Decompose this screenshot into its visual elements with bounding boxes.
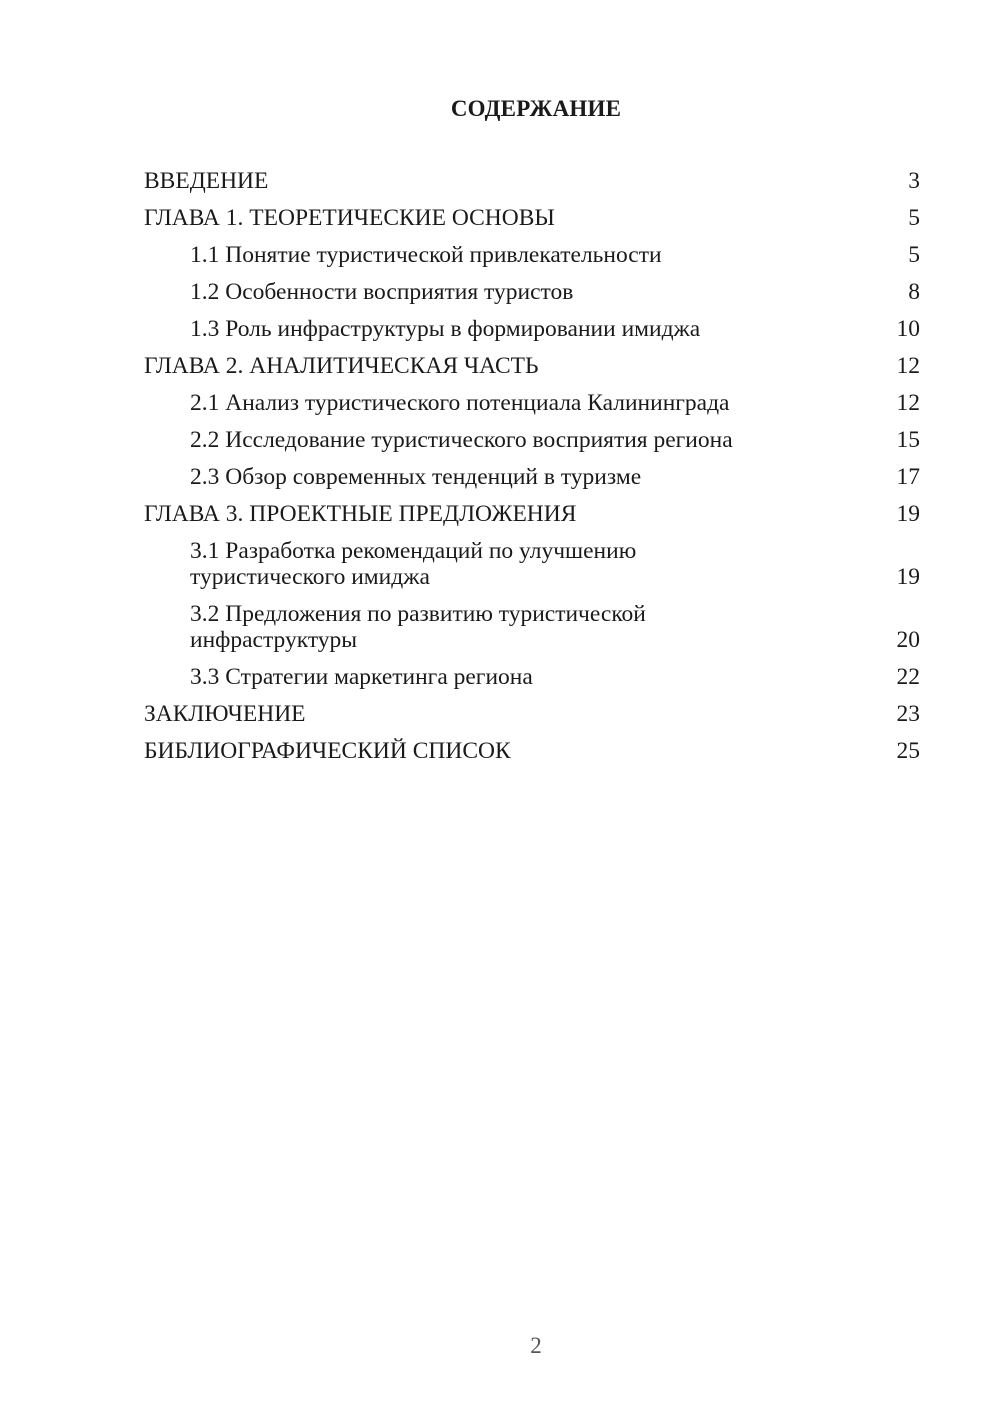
toc-entry-3-3[interactable] xyxy=(144,664,920,690)
toc-entry-page: 19 xyxy=(896,564,920,590)
toc-entry-page: 22 xyxy=(896,664,920,690)
toc-entry-label: ВВЕДЕНИЕ xyxy=(144,168,269,194)
toc-entry-page: 5 xyxy=(908,205,920,231)
toc-entry-3-2[interactable] xyxy=(144,601,920,653)
page-number: 2 xyxy=(530,1333,542,1358)
page-title: СОДЕРЖАНИЕ xyxy=(450,96,622,121)
toc-entry-2-3[interactable] xyxy=(144,464,920,490)
toc-entry-label: 2.1 Анализ туристического потенциала Калининграда xyxy=(190,390,730,416)
toc-entry-label: 2.3 Обзор современных тенденций в туризме xyxy=(190,464,642,490)
toc-entry-page: 20 xyxy=(896,627,920,653)
toc-entry-2-2[interactable] xyxy=(144,427,920,453)
toc-entry-1-3[interactable] xyxy=(144,316,920,342)
toc-entry-page: 12 xyxy=(896,390,920,416)
toc-entry-conclusion[interactable] xyxy=(144,701,920,727)
toc-entry-page: 17 xyxy=(896,464,920,490)
toc-entry-3-1[interactable] xyxy=(144,538,920,590)
table-of-contents xyxy=(144,168,920,775)
toc-entry-label: 1.1 Понятие туристической привлекательности xyxy=(190,242,662,268)
toc-entry-2-1[interactable] xyxy=(144,390,920,416)
toc-entry-page: 8 xyxy=(908,279,920,305)
toc-entry-page: 5 xyxy=(908,242,920,268)
toc-entry-page: 25 xyxy=(896,738,920,764)
toc-entry-1-2[interactable] xyxy=(144,279,920,305)
toc-entry-label: 1.2 Особенности восприятия туристов xyxy=(190,279,574,305)
toc-entry-chapter-2[interactable] xyxy=(144,353,920,379)
toc-entry-label: 1.3 Роль инфраструктуры в формировании имиджа xyxy=(190,316,701,342)
toc-entry-page: 23 xyxy=(896,701,920,727)
toc-entry-label: ЗАКЛЮЧЕНИЕ xyxy=(144,701,306,727)
toc-entry-introduction[interactable] xyxy=(144,168,920,194)
toc-entry-label: 2.2 Исследование туристического восприятия региона xyxy=(190,427,733,453)
toc-entry-page: 12 xyxy=(896,353,920,379)
toc-entry-chapter-1[interactable] xyxy=(144,205,920,231)
toc-entry-page: 15 xyxy=(896,427,920,453)
toc-entry-1-1[interactable] xyxy=(144,242,920,268)
toc-entry-label: 3.2 Предложения по развитию туристической инфраструктуры xyxy=(190,601,646,653)
toc-entry-label: 3.1 Разработка рекомендаций по улучшению туристического имиджа xyxy=(190,538,637,590)
toc-entry-chapter-3[interactable] xyxy=(144,501,920,527)
toc-entry-label: 3.3 Стратегии маркетинга региона xyxy=(190,664,533,690)
toc-entry-label: ГЛАВА 1. ТЕОРЕТИЧЕСКИЕ ОСНОВЫ xyxy=(144,205,555,231)
toc-entry-bibliography[interactable] xyxy=(144,738,920,764)
toc-entry-label: ГЛАВА 3. ПРОЕКТНЫЕ ПРЕДЛОЖЕНИЯ xyxy=(144,501,577,527)
toc-entry-page: 3 xyxy=(908,168,920,194)
toc-entry-page: 19 xyxy=(896,501,920,527)
toc-entry-label: БИБЛИОГРАФИЧЕСКИЙ СПИСОК xyxy=(144,738,511,764)
toc-entry-label: ГЛАВА 2. АНАЛИТИЧЕСКАЯ ЧАСТЬ xyxy=(144,353,539,379)
toc-entry-page: 10 xyxy=(896,316,920,342)
